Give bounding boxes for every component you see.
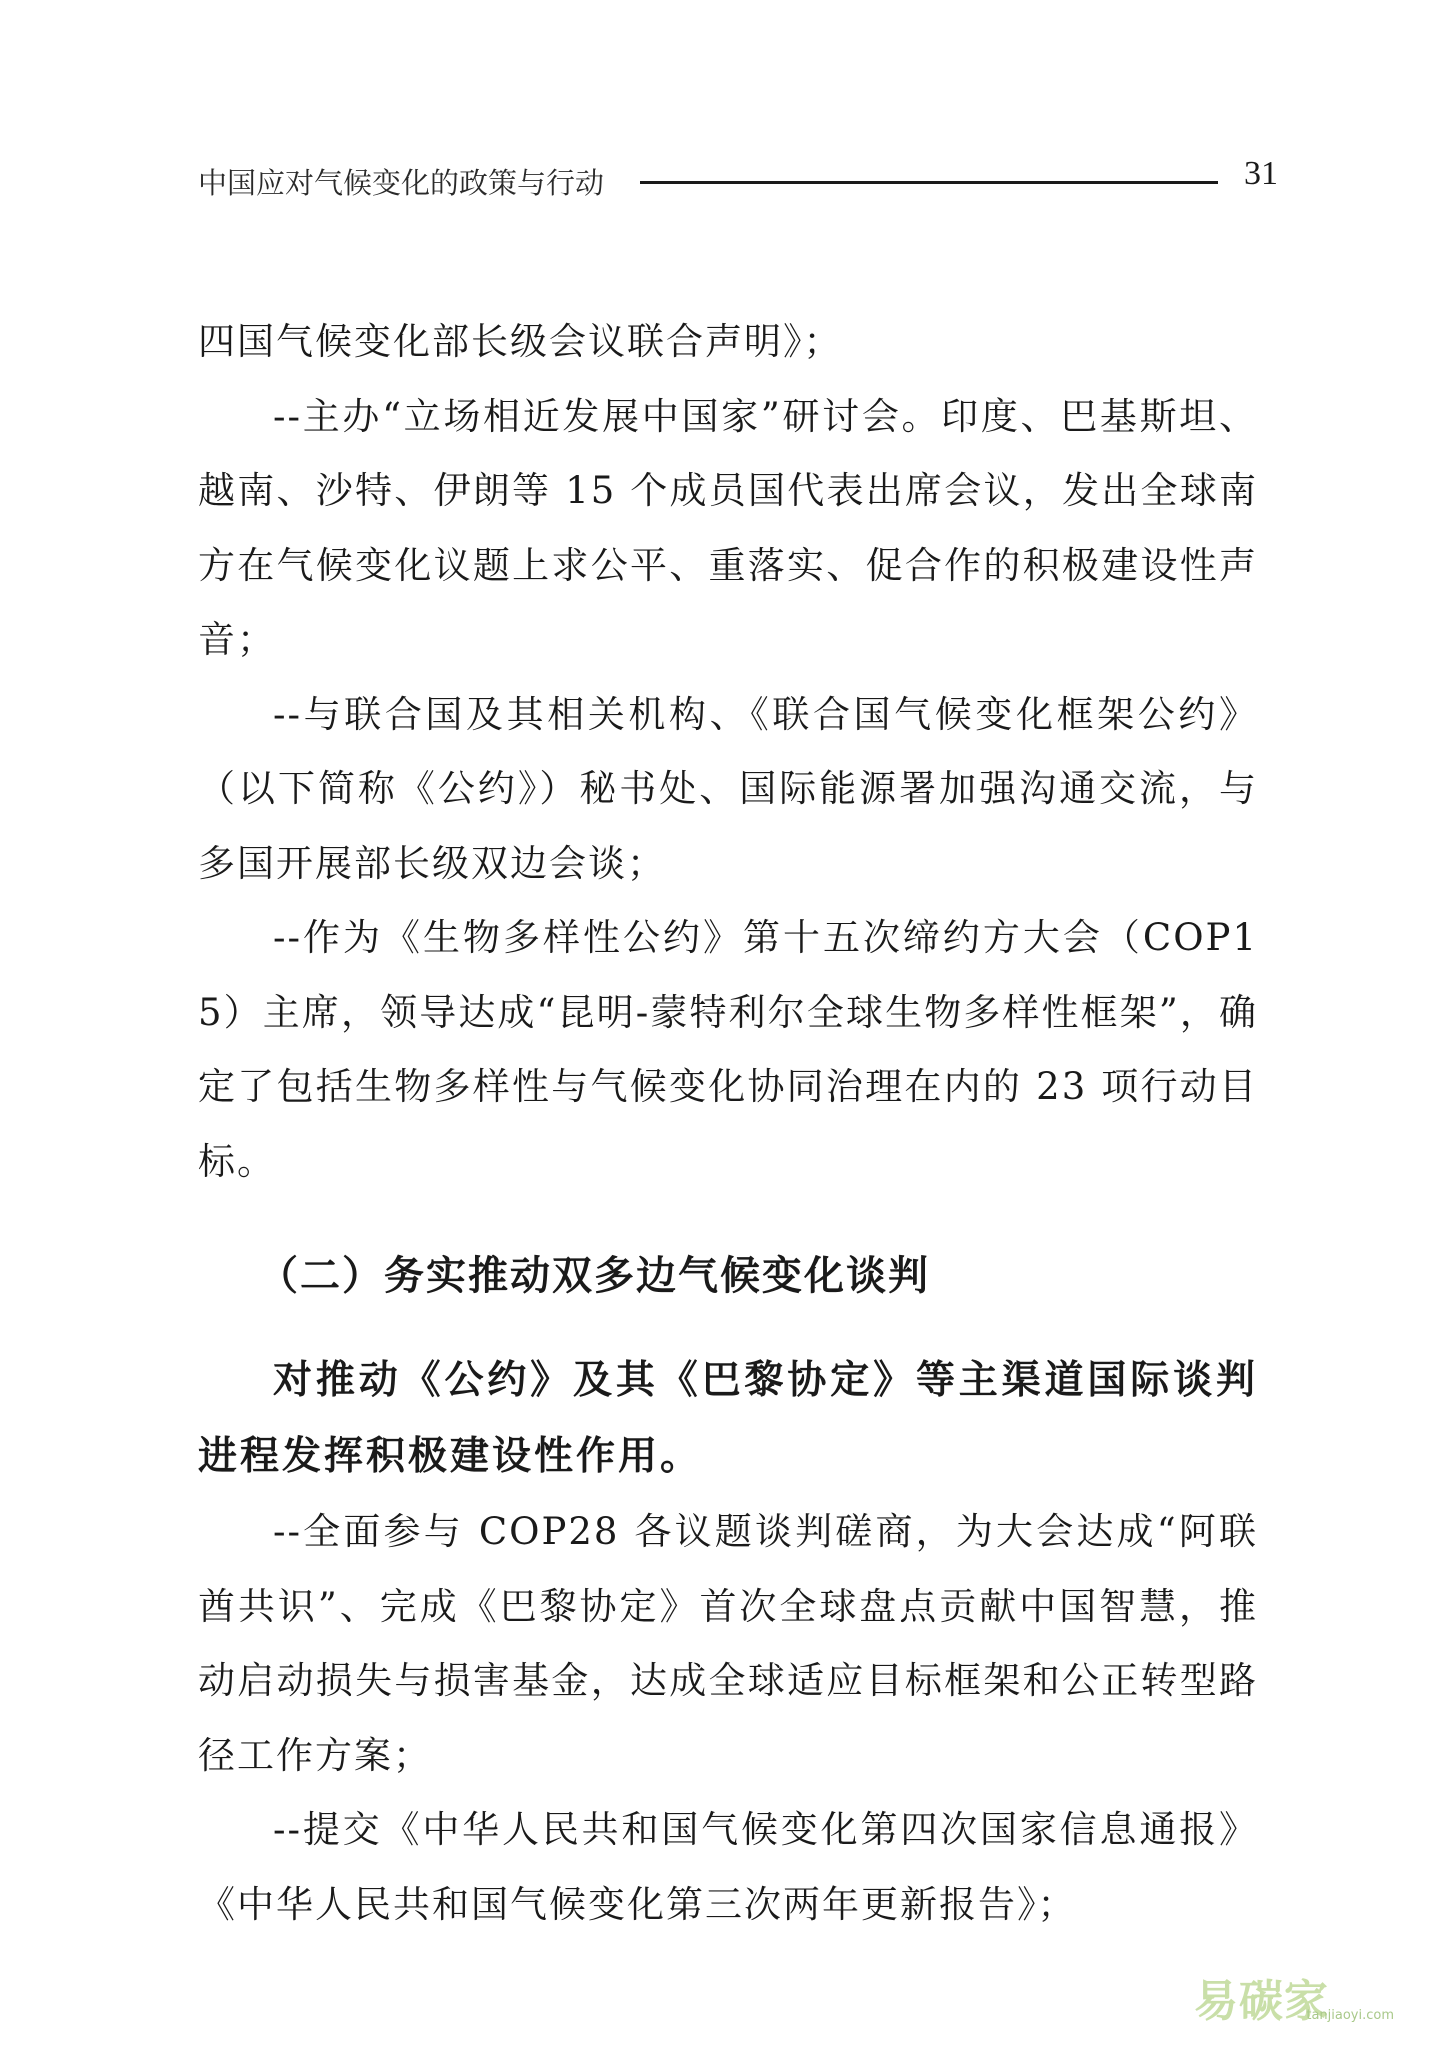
watermark-url: tanjiaoyi.com <box>1306 2008 1394 2023</box>
paragraph: --主办“立场相近发展中国家”研讨会。印度、巴基斯坦、越南、沙特、伊朗等 15 个成员国代表出席会议，发出全球南方在气候变化议题上求公平、重落实、促合作的积极建设性声音； <box>198 394 1258 661</box>
running-title: 中国应对气候变化的政策与行动 <box>198 166 605 200</box>
header-rule <box>640 181 1218 184</box>
paragraph: --作为《生物多样性公约》第十五次缔约方大会（COP15）主席，领导达成“昆明-蒙特利尔全球生物多样性框架”，确定了包括生物多样性与气候变化协同治理在内的 23 项行动目标。 <box>198 916 1258 1183</box>
paragraph: --提交《中华人民共和国气候变化第四次国家信息通报》《中华人民共和国气候变化第三次两年更新报告》； <box>198 1808 1258 1926</box>
paragraph: --与联合国及其相关机构、《联合国气候变化框架公约》（以下简称《公约》）秘书处、国际能源署加强沟通交流，与多国开展部长级双边会谈； <box>198 692 1258 885</box>
lead-paragraph: 对推动《公约》及其《巴黎协定》等主渠道国际谈判进程发挥积极建设性作用。 <box>198 1358 1258 1479</box>
section-heading: （二）务实推动双多边气候变化谈判 <box>258 1253 930 1299</box>
page-header <box>198 155 1278 205</box>
page-number: 31 <box>1244 155 1278 192</box>
page-body <box>198 305 1258 1942</box>
watermark-text: 易碳家 <box>1194 1976 1329 2027</box>
paragraph: --全面参与 COP28 各议题谈判磋商，为大会达成“阿联酋共识”、完成《巴黎协定》首次全球盘点贡献中国智慧，推动启动损失与损害基金，达成全球适应目标框架和公正转型路径工作方案； <box>198 1510 1258 1777</box>
watermark-logo <box>1194 1965 1394 2025</box>
paragraph: 四国气候变化部长级会议联合声明》； <box>198 320 843 363</box>
